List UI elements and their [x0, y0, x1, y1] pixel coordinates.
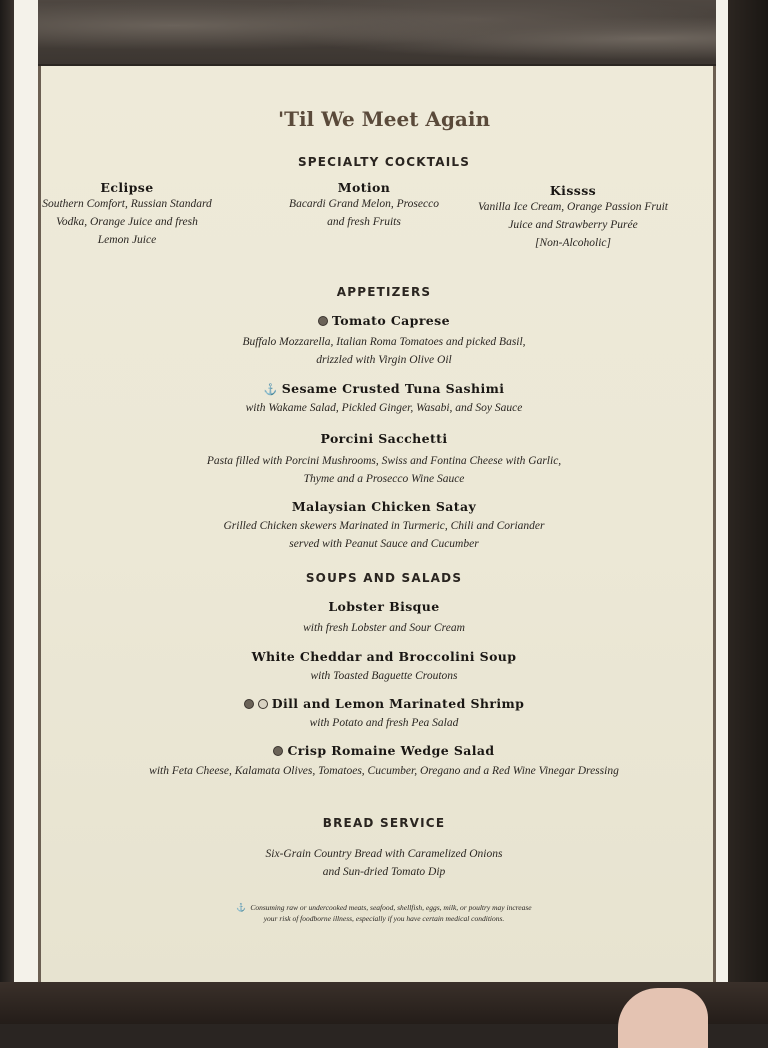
- cocktail-desc-line: Lemon Juice: [97, 234, 157, 246]
- hand-thumb: [618, 988, 708, 1048]
- dish-desc-line: with fresh Lobster and Sour Cream: [303, 622, 465, 634]
- dish-lobster-bisque: [0, 599, 768, 614]
- cocktail-motion: [259, 180, 469, 231]
- dish-romaine-wedge-salad: [0, 743, 768, 758]
- cocktail-name: Kissss: [549, 183, 597, 198]
- cocktail-eclipse: [22, 180, 232, 249]
- cocktail-desc-line: Juice and Strawberry Purée: [508, 219, 638, 231]
- dish-desc-line: drizzled with Virgin Olive Oil: [316, 354, 452, 366]
- dish-cheddar-broccolini-soup: [0, 649, 768, 664]
- section-heading-soups: SOUPS AND SALADS: [305, 571, 463, 585]
- footnote-text: Consuming raw or undercooked meats, seafood, shellfish, eggs, milk, or poultry may increase: [250, 903, 532, 912]
- dish-name: Dill and Lemon Marinated Shrimp: [271, 696, 525, 711]
- cocktail-name: Eclipse: [100, 180, 154, 195]
- dish-desc-line: Thyme and a Prosecco Wine Sauce: [303, 473, 465, 485]
- cocktail-kissss: [468, 183, 678, 252]
- dish-desc-line: with Potato and fresh Pea Salad: [309, 717, 459, 729]
- menu-title: 'Til We Meet Again: [277, 107, 491, 131]
- cocktail-desc-line: [Non-Alcoholic]: [534, 237, 612, 249]
- dish-name: Malaysian Chicken Satay: [291, 499, 477, 514]
- seafood-icon: [258, 699, 268, 709]
- dish-name: Crisp Romaine Wedge Salad: [287, 743, 495, 758]
- decorative-banner: [38, 0, 716, 66]
- dish-name: Tomato Caprese: [332, 313, 450, 328]
- cocktail-desc-line: Vanilla Ice Cream, Orange Passion Fruit: [478, 201, 668, 213]
- dish-tomato-caprese: [0, 313, 768, 328]
- dish-desc-line: with Feta Cheese, Kalamata Olives, Tomatoes, Cucumber, Oregano and a Red Wine Vinegar Dressing: [149, 765, 619, 777]
- dish-desc-line: Buffalo Mozzarella, Italian Roma Tomatoes and picked Basil,: [242, 336, 526, 348]
- dish-porcini-sacchetti: [0, 431, 768, 446]
- dish-name: White Cheddar and Broccolini Soup: [251, 649, 517, 664]
- dish-desc-line: with Wakame Salad, Pickled Ginger, Wasabi, and Soy Sauce: [245, 402, 523, 414]
- dish-chicken-satay: [0, 499, 768, 514]
- dish-name: Sesame Crusted Tuna Sashimi: [281, 381, 505, 396]
- bread-desc-line: and Sun-dried Tomato Dip: [322, 866, 446, 878]
- dish-desc-line: Pasta filled with Porcini Mushrooms, Swiss and Fontina Cheese with Garlic,: [206, 455, 562, 467]
- dish-name: Porcini Sacchetti: [320, 431, 448, 446]
- section-heading-cocktails: SPECIALTY COCKTAILS: [297, 155, 471, 169]
- dish-tuna-sashimi: [0, 381, 768, 396]
- cocktail-name: Motion: [337, 180, 391, 195]
- dish-dill-lemon-shrimp: [0, 696, 768, 711]
- cocktail-desc-line: Bacardi Grand Melon, Prosecco: [289, 198, 439, 210]
- vegetarian-icon: [273, 746, 283, 756]
- dish-name: Lobster Bisque: [328, 599, 440, 614]
- cocktail-desc-line: Vodka, Orange Juice and fresh: [56, 216, 198, 228]
- section-heading-bread: BREAD SERVICE: [322, 816, 446, 830]
- dish-desc-line: with Toasted Baguette Croutons: [310, 670, 458, 682]
- anchor-icon: ⚓: [263, 383, 278, 396]
- cocktail-desc-line: Southern Comfort, Russian Standard: [42, 198, 212, 210]
- footnote-line: your risk of foodborne illness, especially if you have certain medical conditions.: [263, 914, 505, 923]
- dish-desc-line: served with Peanut Sauce and Cucumber: [289, 538, 479, 550]
- anchor-icon: ⚓: [236, 903, 247, 912]
- section-heading-appetizers: APPETIZERS: [336, 285, 432, 299]
- vegetarian-icon: [318, 316, 328, 326]
- bread-desc-line: Six-Grain Country Bread with Caramelized Onions: [265, 848, 503, 860]
- vegetarian-icon: [244, 699, 254, 709]
- dish-desc-line: Grilled Chicken skewers Marinated in Turmeric, Chili and Coriander: [223, 520, 545, 532]
- cocktail-desc-line: and fresh Fruits: [327, 216, 401, 228]
- footnote-line: [0, 903, 768, 913]
